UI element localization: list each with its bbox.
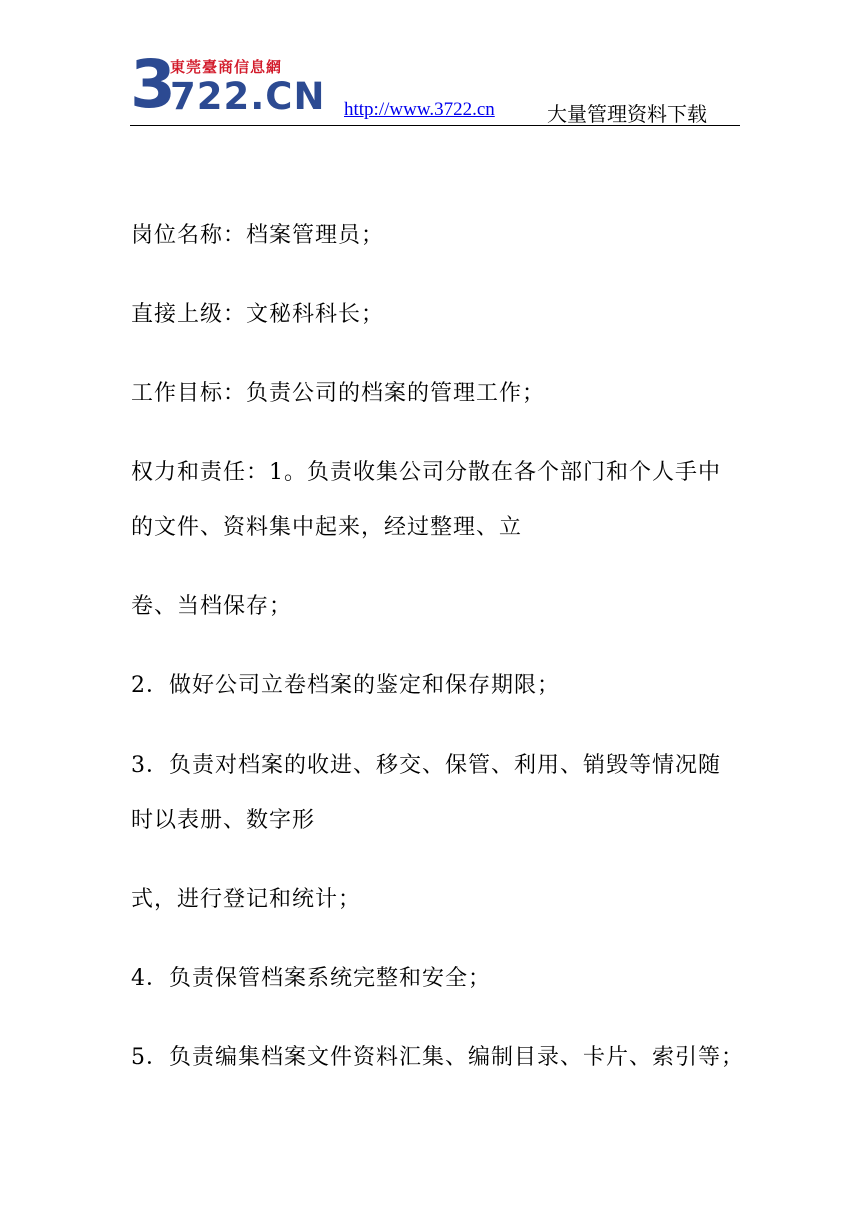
line-position-title: 岗位名称：档案管理员； (131, 223, 385, 248)
line-direct-supervisor: 直接上级：文秘科科长； (131, 302, 385, 327)
line-responsibility-5: 5．负责编集档案文件资料汇集、编制目录、卡片、索引等； (131, 1045, 744, 1070)
logo-number: 3 (130, 46, 176, 123)
line-responsibility-1-end: 卷、当档保存； (131, 594, 293, 619)
line-responsibility-3: 3．负责对档案的收进、移交、保管、利用、销毁等情况随 (131, 753, 721, 778)
line-work-goal: 工作目标：负责公司的档案的管理工作； (131, 381, 546, 406)
page-header (0, 0, 868, 130)
header-divider (130, 125, 740, 126)
site-link[interactable]: http://www.3722.cn (344, 99, 495, 120)
line-responsibility-2: 2．做好公司立卷档案的鉴定和保存期限； (131, 673, 560, 698)
logo-domain: 722.CN (170, 75, 326, 118)
line-responsibility-1-cont: 的文件、资料集中起来，经过整理、立 (131, 515, 523, 540)
line-responsibility-3-cont: 时以表册、数字形 (131, 808, 316, 833)
header-slogan: 大量管理资料下载 (547, 102, 707, 126)
site-logo (130, 46, 326, 123)
line-responsibility-1: 权力和责任：1。负责收集公司分散在各个部门和个人手中 (131, 460, 721, 485)
logo-tagline: 東莞臺商信息網 (170, 58, 283, 76)
line-responsibility-4: 4．负责保管档案系统完整和安全； (131, 966, 491, 991)
line-responsibility-3-end: 式，进行登记和统计； (131, 887, 362, 912)
